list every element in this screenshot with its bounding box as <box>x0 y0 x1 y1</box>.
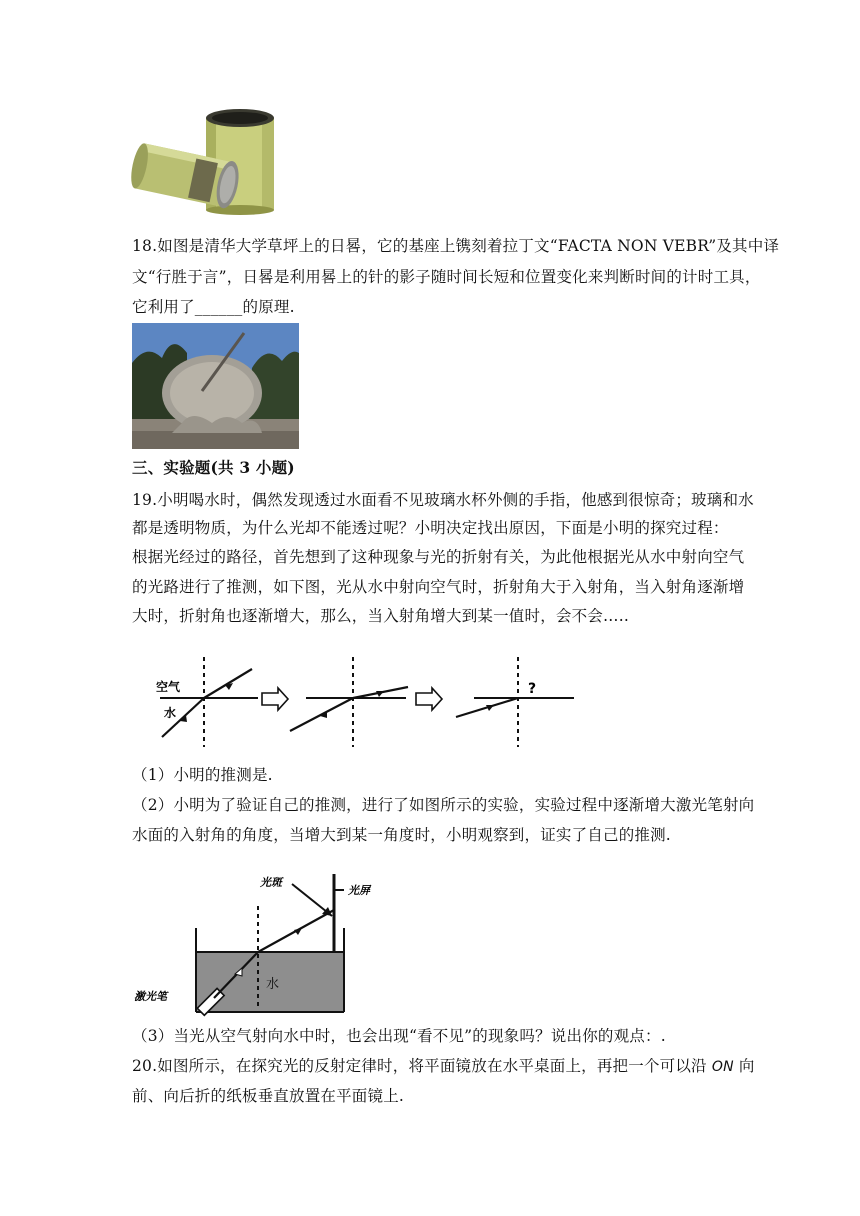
arrow-right-icon <box>416 688 442 710</box>
q20-line-1 <box>132 1056 755 1077</box>
q20-line-2: 前、向后折的纸板垂直放置在平面镜上. <box>132 1087 405 1105</box>
water-label-fig2: 水 <box>266 977 280 992</box>
on-axis-label: ON <box>711 1059 734 1075</box>
q19-sub-3: （3）当光从空气射向水中时，也会出现“看不见”的现象吗？说出你的观点：. <box>132 1027 666 1045</box>
q20-line-1-text: 20.如图所示，在探究光的反射定律时，将平面镜放在水平桌面上，再把一个可以沿 <box>132 1057 712 1075</box>
q18-line-1: 18.如图是清华大学草坪上的日晷，它的基座上镌刻着拉丁文“FACTA NON VEBR”及其中译 <box>132 237 780 255</box>
spot-label: 光斑 <box>260 876 282 889</box>
q20-line-1-end: 向 <box>733 1057 755 1075</box>
q18-line-2: 文“行胜于言”，日晷是利用晷上的针的影子随时间长短和位置变化来判断时间的计时工具， <box>132 268 761 286</box>
section-3-heading: 三、实验题(共 3 小题) <box>132 458 295 477</box>
air-label: 空气 <box>156 680 181 694</box>
laser-experiment-figure <box>132 870 382 1018</box>
question-mark: ? <box>528 681 537 697</box>
q19-line-2: 都是透明物质，为什么光却不能透过呢？小明决定找出原因，下面是小明的探究过程： <box>132 519 729 537</box>
q19-line-1: 19.小明喝水时，偶然发现透过水面看不见玻璃水杯外侧的手指，他感到很惊奇；玻璃和水 <box>132 491 754 509</box>
laser-label: 激光笔 <box>134 990 167 1003</box>
q19-line-4: 的光路进行了推测，如下图，光从水中射向空气时，折射角大于入射角，当入射角逐渐增 <box>132 578 745 596</box>
water-label-fig1: 水 <box>164 706 177 720</box>
q19-line-3: 根据光经过的路径，首先想到了这种现象与光的折射有关，为此他根据光从水中射向空气 <box>132 548 745 566</box>
sundial-photo <box>132 323 299 449</box>
q19-sub-2-line-2: 水面的入射角的角度，当增大到某一角度时，小明观察到，证实了自己的推测. <box>132 826 671 844</box>
q19-sub-1: （1）小明的推测是. <box>132 766 273 784</box>
cylinders-photo <box>132 106 280 216</box>
screen-label: 光屏 <box>348 884 370 897</box>
refraction-sequence-figure <box>150 655 580 755</box>
arrow-right-icon <box>262 688 288 710</box>
q19-sub-2-line-1: （2）小明为了验证自己的推测，进行了如图所示的实验，实验过程中逐渐增大激光笔射向 <box>132 796 755 814</box>
q19-line-5: 大时，折射角也逐渐增大，那么，当入射角增大到某一值时，会不会….. <box>132 607 629 625</box>
q18-line-3: 它利用了______的原理. <box>132 298 295 316</box>
